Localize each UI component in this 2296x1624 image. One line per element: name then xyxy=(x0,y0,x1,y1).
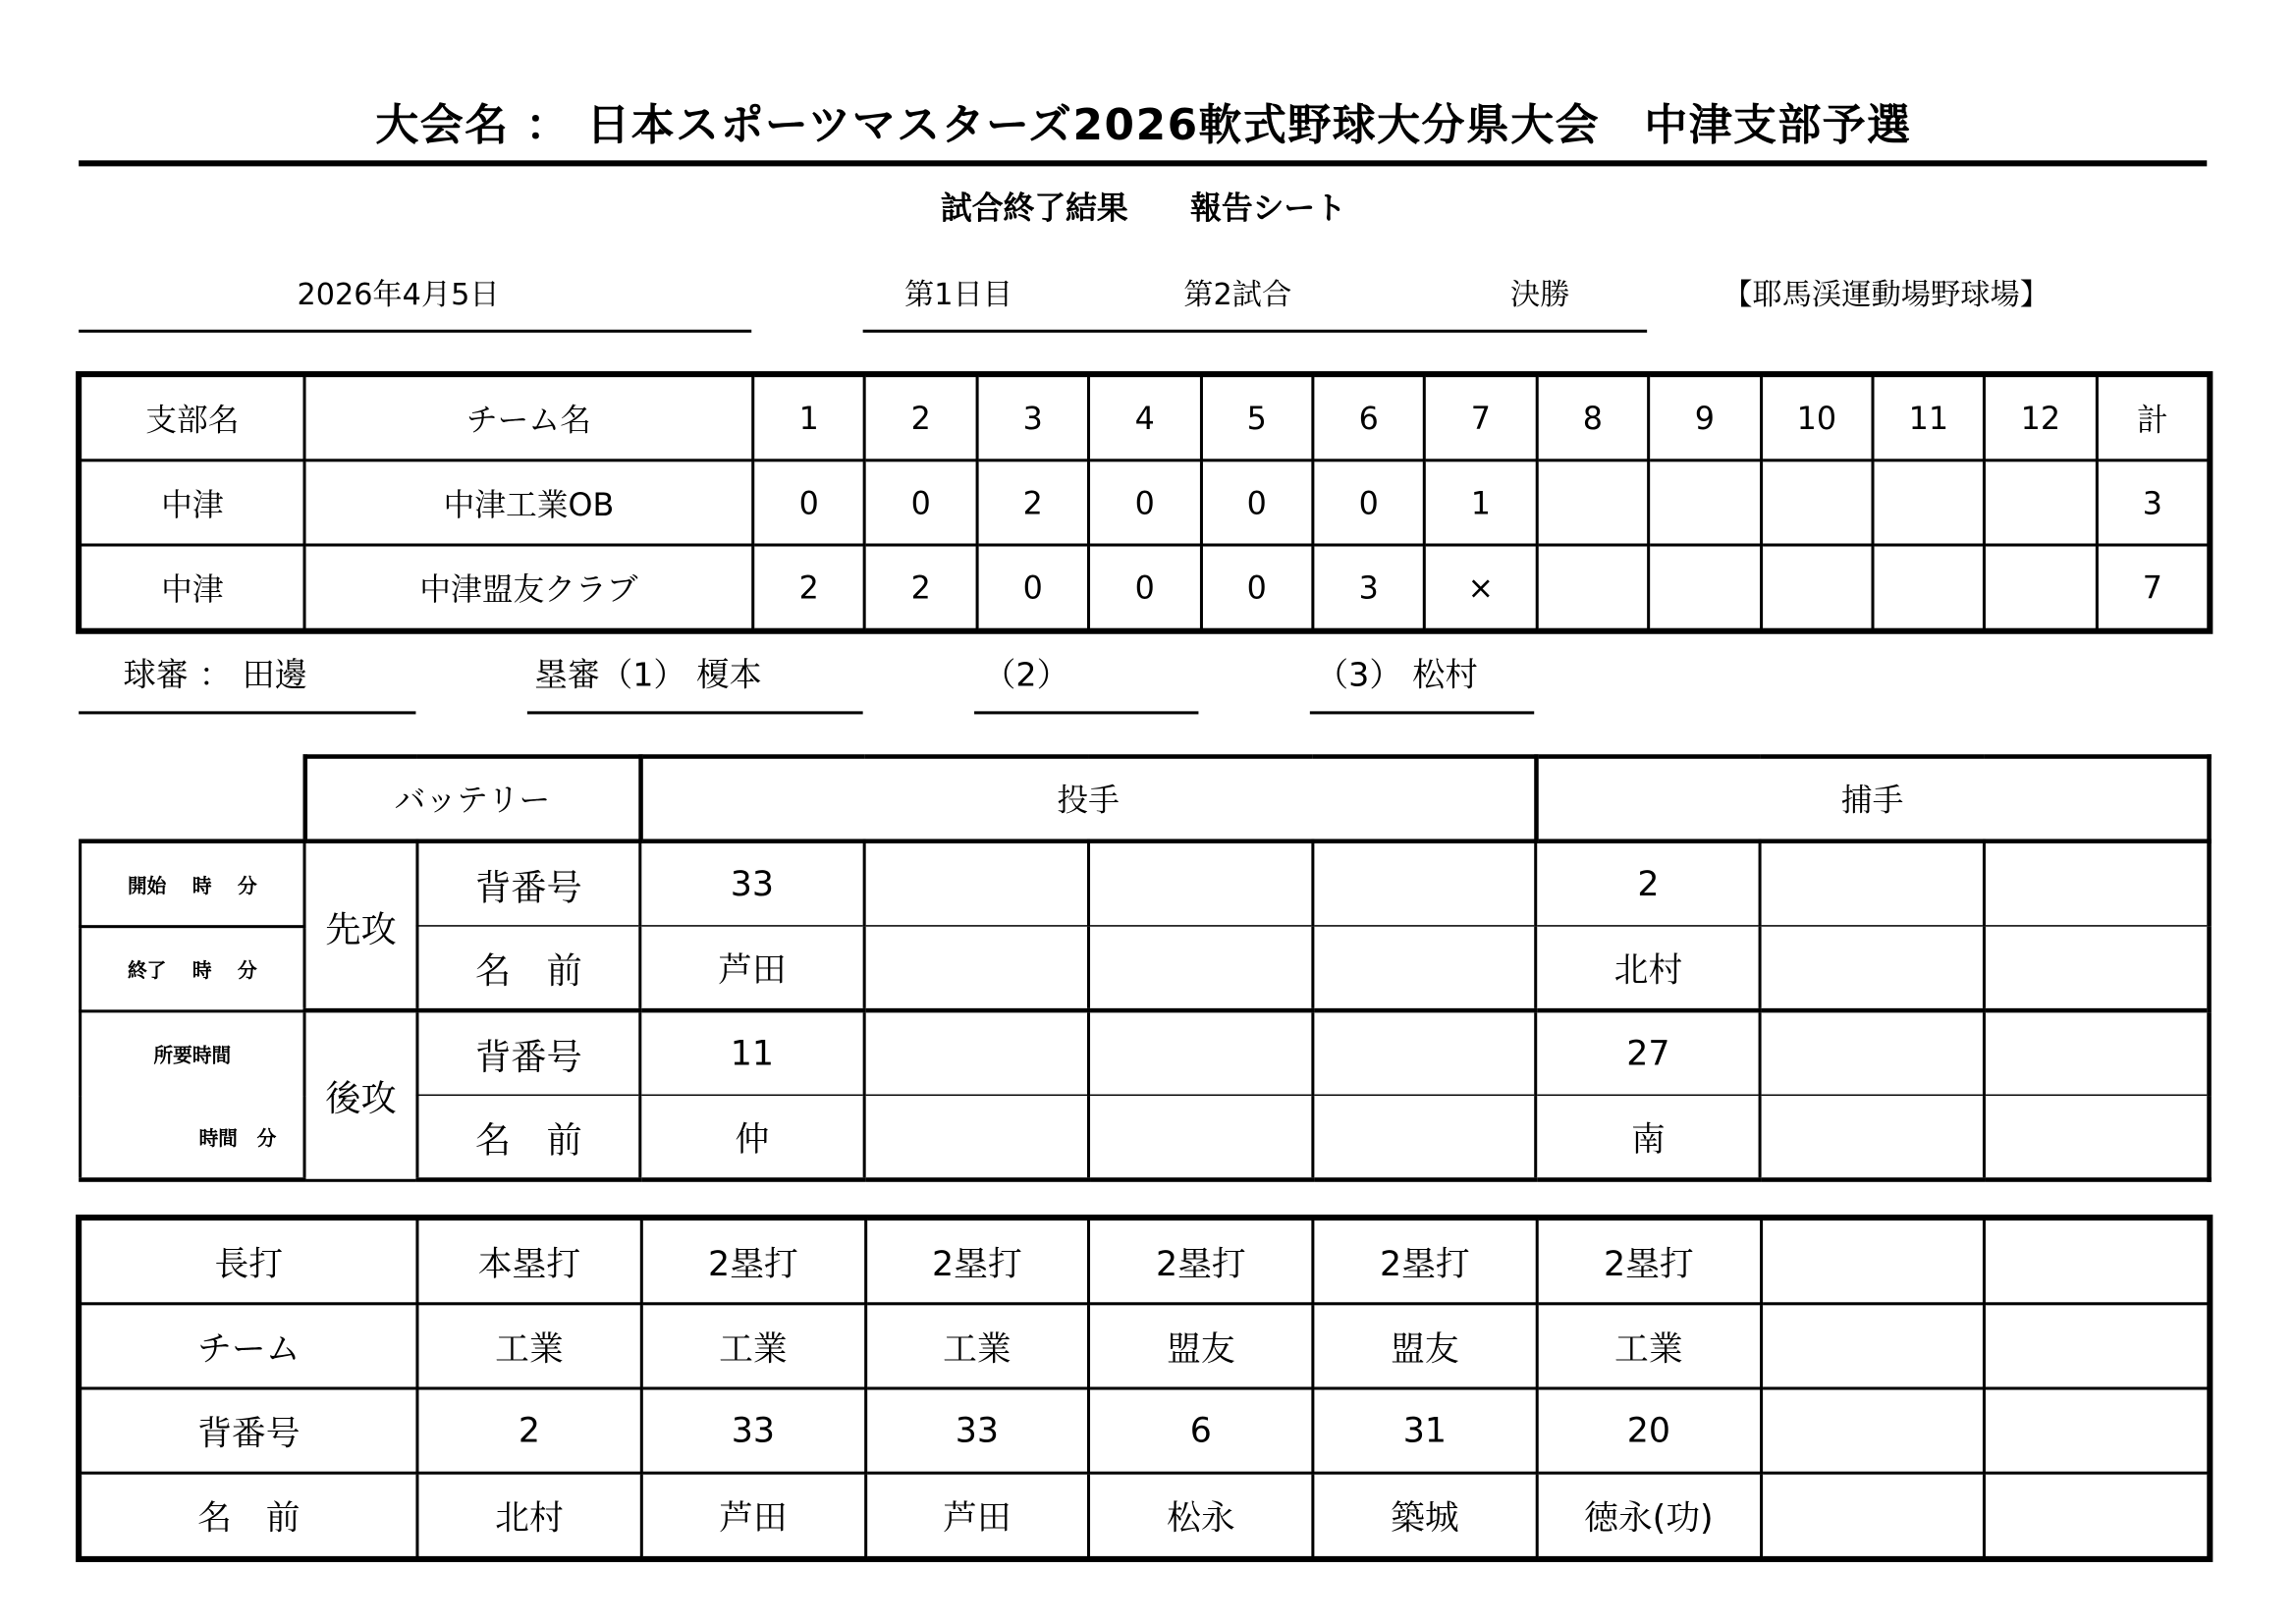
inning-score-cell xyxy=(1649,545,1761,629)
pitcher-name-cell xyxy=(864,1095,1088,1179)
inning-score-cell: 2 xyxy=(865,545,977,629)
catcher-number-cell: 2 xyxy=(1536,841,1760,926)
pitcher-name-cell xyxy=(1312,926,1536,1010)
pitcher-number-cell xyxy=(1312,1010,1536,1095)
pitcher-name-cell xyxy=(1088,926,1312,1010)
battery-row xyxy=(81,1010,2209,1095)
base-umpire-1: 塁審（1） 榎本 xyxy=(534,657,762,695)
inning-score-cell: 2 xyxy=(977,460,1089,545)
team-cell: 中津盟友クラブ xyxy=(304,545,753,629)
pitcher-number-cell xyxy=(1312,841,1536,926)
hits-value-cell: 築城 xyxy=(1313,1473,1537,1557)
pitcher-name-cell: 芦田 xyxy=(640,926,864,1010)
inning-score-cell xyxy=(1537,545,1649,629)
inning-score-cell: 0 xyxy=(1089,460,1201,545)
hits-value-cell: 本塁打 xyxy=(417,1219,641,1304)
batting-side-cell: 後攻 xyxy=(304,1010,417,1179)
score-header-cell: 3 xyxy=(977,376,1089,460)
score-header-cell: 8 xyxy=(1537,376,1649,460)
inning-score-cell: 0 xyxy=(865,460,977,545)
score-header-cell: 2 xyxy=(865,376,977,460)
catcher-number-cell xyxy=(1985,1010,2209,1095)
pitcher-name-cell xyxy=(1088,1095,1312,1179)
hits-value-cell: 6 xyxy=(1089,1388,1313,1473)
pitcher-name-cell: 仲 xyxy=(640,1095,864,1179)
pitcher-number-cell xyxy=(1088,841,1312,926)
hits-value-cell: 徳永(功) xyxy=(1537,1473,1761,1557)
pitcher-name-cell xyxy=(1312,1095,1536,1179)
blank-cell xyxy=(81,757,304,841)
inning-score-cell: 0 xyxy=(977,545,1089,629)
hits-value-cell: 芦田 xyxy=(865,1473,1089,1557)
umpire-underline xyxy=(79,711,415,714)
battery-header: バッテリー xyxy=(304,757,640,841)
total-cell: 3 xyxy=(2097,460,2209,545)
hits-value-cell xyxy=(1761,1219,1985,1304)
extra-base-hits-table xyxy=(79,1218,2210,1559)
base-umpire-2: （2） xyxy=(983,657,1069,695)
hits-value-cell: 工業 xyxy=(865,1304,1089,1388)
inning-score-cell xyxy=(1761,460,1873,545)
match-date: 2026年4月5日 xyxy=(297,276,500,312)
hits-value-cell: 芦田 xyxy=(641,1473,865,1557)
score-header-cell: 1 xyxy=(753,376,865,460)
hits-row xyxy=(81,1388,2209,1473)
hits-value-cell: 盟友 xyxy=(1313,1304,1537,1388)
hits-value-cell: 2塁打 xyxy=(1537,1219,1761,1304)
hits-row xyxy=(81,1304,2209,1388)
battery-table xyxy=(79,754,2211,1182)
catcher-number-cell xyxy=(1761,841,1985,926)
number-label-cell: 背番号 xyxy=(417,841,640,926)
hits-value-cell: 工業 xyxy=(417,1304,641,1388)
hits-label-cell: 長打 xyxy=(81,1219,417,1304)
score-header-cell: 6 xyxy=(1313,376,1425,460)
inning-score-cell: 0 xyxy=(753,460,865,545)
game-underline xyxy=(863,330,1647,333)
hits-label-cell: 名 前 xyxy=(81,1473,417,1557)
hits-row xyxy=(81,1219,2209,1304)
name-label-cell: 名 前 xyxy=(417,926,640,1010)
score-header-cell: 11 xyxy=(1873,376,1985,460)
catcher-name-cell xyxy=(1985,926,2209,1010)
page-title: 大会名 ： 日本スポーツマスターズ2026軟式野球大分県大会 中津支部予選 xyxy=(375,99,1912,150)
batting-side-cell: 先攻 xyxy=(304,841,417,1010)
inning-score-cell: 1 xyxy=(1425,460,1537,545)
title-rule xyxy=(79,160,2207,166)
catcher-number-cell xyxy=(1985,841,2209,926)
total-cell: 7 xyxy=(2097,545,2209,629)
hits-value-cell xyxy=(1985,1388,2209,1473)
hits-value-cell xyxy=(1761,1388,1985,1473)
pitcher-header: 投手 xyxy=(640,757,1537,841)
pitcher-number-cell: 33 xyxy=(640,841,864,926)
score-header-row xyxy=(81,376,2209,460)
pitcher-number-cell xyxy=(864,841,1088,926)
inning-score-cell xyxy=(1537,460,1649,545)
inning-score-cell xyxy=(1873,460,1985,545)
team-cell: 中津工業OB xyxy=(304,460,753,545)
hits-value-cell: 20 xyxy=(1537,1388,1761,1473)
score-header-cell: 4 xyxy=(1089,376,1201,460)
catcher-number-cell: 27 xyxy=(1536,1010,1760,1095)
page-subtitle: 試合終了結果 報告シート xyxy=(941,189,1346,226)
umpire-underline xyxy=(527,711,863,714)
branch-cell: 中津 xyxy=(81,545,304,629)
inning-score-cell: 2 xyxy=(753,545,865,629)
time-label-cell: 時間 分 xyxy=(81,1095,304,1179)
score-header-cell: 計 xyxy=(2097,376,2209,460)
name-label-cell: 名 前 xyxy=(417,1095,640,1179)
base-umpire-3: （3） 松村 xyxy=(1315,657,1478,695)
umpire-underline xyxy=(974,711,1198,714)
hits-value-cell: 33 xyxy=(865,1388,1089,1473)
hits-label-cell: 背番号 xyxy=(81,1388,417,1473)
score-row xyxy=(81,460,2209,545)
pitcher-name-cell xyxy=(864,926,1088,1010)
hits-value-cell: 2 xyxy=(417,1388,641,1473)
catcher-number-cell xyxy=(1761,1010,1985,1095)
catcher-name-cell: 北村 xyxy=(1536,926,1760,1010)
match-round: 決勝 xyxy=(1510,276,1570,312)
score-table xyxy=(79,374,2210,631)
hits-value-cell: 盟友 xyxy=(1089,1304,1313,1388)
score-row xyxy=(81,545,2209,629)
plate-umpire: 球審 ： 田邊 xyxy=(123,657,308,695)
hits-row xyxy=(81,1473,2209,1557)
hits-value-cell xyxy=(1761,1304,1985,1388)
hits-value-cell xyxy=(1761,1473,1985,1557)
umpire-underline xyxy=(1310,711,1534,714)
catcher-name-cell xyxy=(1985,1095,2209,1179)
score-header-cell: 9 xyxy=(1649,376,1761,460)
hits-value-cell: 33 xyxy=(641,1388,865,1473)
match-venue: 【耶馬渓運動場野球場】 xyxy=(1722,276,2050,312)
catcher-header: 捕手 xyxy=(1536,757,2208,841)
inning-score-cell xyxy=(1873,545,1985,629)
inning-score-cell: × xyxy=(1425,545,1537,629)
match-game: 第2試合 xyxy=(1183,276,1292,312)
battery-row xyxy=(81,841,2209,926)
score-header-cell: 支部名 xyxy=(81,376,304,460)
time-label-cell: 開始 時 分 xyxy=(81,841,304,926)
hits-label-cell: チーム xyxy=(81,1304,417,1388)
hits-value-cell: 北村 xyxy=(417,1473,641,1557)
score-header-cell: 5 xyxy=(1201,376,1313,460)
hits-value-cell: 松永 xyxy=(1089,1473,1313,1557)
score-header-cell: 10 xyxy=(1761,376,1873,460)
inning-score-cell: 0 xyxy=(1201,545,1313,629)
hits-value-cell: 2塁打 xyxy=(1089,1219,1313,1304)
inning-score-cell xyxy=(1649,460,1761,545)
catcher-name-cell: 南 xyxy=(1536,1095,1760,1179)
hits-value-cell: 2塁打 xyxy=(865,1219,1089,1304)
catcher-name-cell xyxy=(1761,1095,1985,1179)
score-header-cell: 7 xyxy=(1425,376,1537,460)
inning-score-cell xyxy=(1985,545,2097,629)
pitcher-number-cell xyxy=(864,1010,1088,1095)
inning-score-cell: 3 xyxy=(1313,545,1425,629)
hits-value-cell: 2塁打 xyxy=(641,1219,865,1304)
inning-score-cell xyxy=(1985,460,2097,545)
hits-value-cell xyxy=(1985,1304,2209,1388)
pitcher-number-cell: 11 xyxy=(640,1010,864,1095)
inning-score-cell xyxy=(1761,545,1873,629)
hits-value-cell: 31 xyxy=(1313,1388,1537,1473)
date-underline xyxy=(79,330,751,333)
inning-score-cell: 0 xyxy=(1313,460,1425,545)
hits-value-cell: 工業 xyxy=(641,1304,865,1388)
inning-score-cell: 0 xyxy=(1201,460,1313,545)
inning-score-cell: 0 xyxy=(1089,545,1201,629)
hits-value-cell xyxy=(1985,1219,2209,1304)
hits-value-cell: 2塁打 xyxy=(1313,1219,1537,1304)
number-label-cell: 背番号 xyxy=(417,1010,640,1095)
match-day: 第1日目 xyxy=(903,276,1012,312)
time-label-cell: 終了 時 分 xyxy=(81,926,304,1010)
score-header-cell: チーム名 xyxy=(304,376,753,460)
time-label-cell: 所要時間 xyxy=(81,1010,304,1095)
hits-value-cell: 工業 xyxy=(1537,1304,1761,1388)
hits-value-cell xyxy=(1985,1473,2209,1557)
branch-cell: 中津 xyxy=(81,460,304,545)
catcher-name-cell xyxy=(1761,926,1985,1010)
pitcher-number-cell xyxy=(1088,1010,1312,1095)
score-header-cell: 12 xyxy=(1985,376,2097,460)
